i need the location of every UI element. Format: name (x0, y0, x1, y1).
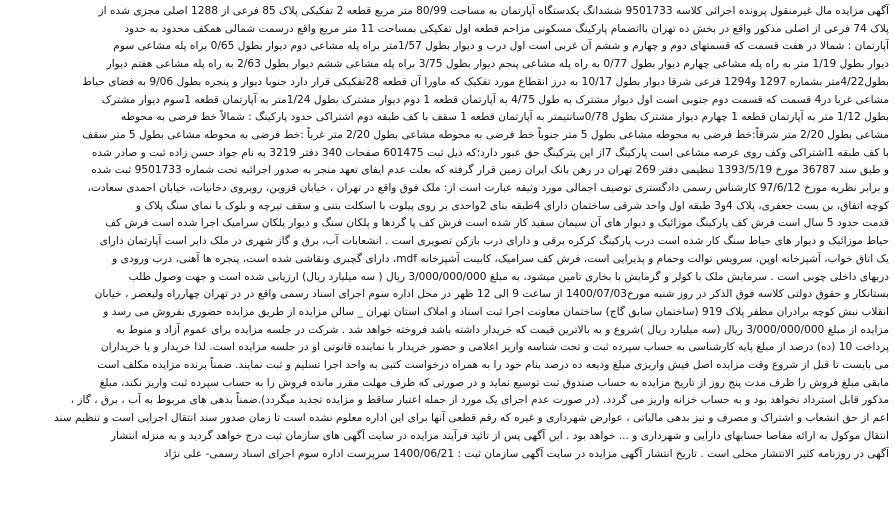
notice-line: مابقی مبلغ فروش را ظرف مدت پنج روز از تاریخ مزایده به حساب صندوق ثبت توسیع نماید و در صورتی که ظرف مهلت مقرر مانده فروش را به حساب سپرده ثبت واریز نکند، مبلغ (99, 376, 889, 389)
notice-line: بطول 1/12 متر به آپارتمان قطعه 1 چهارم دیوار مشترک بطول 0/78سانتیمتر به آپارتمان قطعه 1 سقف با کف طبقه دوم اشتراکی حدود پارکینگ : شمالاً خط فرضی به محوطه (120, 111, 889, 124)
notice-line: آپارتمان : شمالا در هفت قسمت که قسمتهای دوم و چهارم و ششم آن غربی است اول درب و دیوار بطول 1/57متر براه پله مشاعی دوم دیوار بطول 0/65 براه پله مشاعی سوم (113, 40, 889, 53)
notice-line: قدمت حدود 5 سال است فرش کف پارکینگ موزائیک و دیوار های آن سیمان سفید کار شده است فرش کف پا گردها و پلکان سنگ و دیوار پلکان سرامیک اجرا شده است فرش کف (105, 217, 889, 230)
notice-line: دربهای داخلی چوبی است . سرمایش ملک با کولر و گرمایش با بخاری تامین میشود، به مبلغ 3/000/000/000 ریال ( سه میلیارد ریال) ارزیابی شده است و جهت وصول طلب (128, 270, 889, 283)
notice-line: و طبق سند 36787 مورخ 1393/5/19 تنظیمی دفتر 269 تهران در رهن بانک ایران زمین قرار گرفته که بعلت عدم ایفای تعهد منجر به صدور اجرائیه تحت شماره 9501733 ثبت شده (91, 164, 889, 177)
notice-line: آگهی مزایده مال غیرمنقول پرونده اجرائی کلاسه 9501733 ششدانگ یکدستگاه آپارتمان به مساحت 80/99 متر مربع قطعه 2 تفکیکی پلاک 85 فرعی از 1288 اصلی مجزی شده از (98, 5, 889, 17)
notice-line: آگهی در روزنامه کثیر الانتشار محلی است . تاریخ انتشار آگهی مزایده در سایت آگهی سازمان ثبت : 1400/06/21 سرپرست اداره سوم اجرای اسناد رسمی- علی نژاد (163, 447, 889, 460)
notice-line: اعم از حق انشعاب و اشتراک و مصرف و نیز بدهی مالیاتی ، عوارض شهرداری و غیره که رقم قطعی آنها برای این اداره معلوم نشده است تا زمان صدور سند انتقال اجرایی است و تنظیم سند (53, 412, 889, 425)
notice-line: مزایده از مبلغ 3/000/000/000 ریال (سه میلیارد ریال )شروع و به بالاترین قیمت که خریدار داشته باشد فروخته خواهد شد . شرکت در جلسه مزایده برای عموم آزاد و منوط به (116, 323, 889, 336)
notice-line: بستانکار و حقوق دولتی کلاسه فوق الذکر در روز شنبه مورخ1400/07/03 از ساعت 9 الی 12 ظهر در محل اداره سوم اجرای اسناد رسمی واقع در در تهران چهارراه ولیعصر ، خیابان (94, 288, 889, 301)
notice-line: حیاط موزائیک و دیوار های حیاط سنگ کار شده است درب پارکینگ کرکره برقی و دارای درب بازکن تصویری است . انشعابات آب، برق و گاز شهری در ملک دایر است آپارتمان دارای (99, 235, 889, 248)
notice-line: با کف طبقه 1اشتراکی وکف روی عرصه مشاعی است پارکینگ 7از این پترکینگ حق عبور دارد؛که ذیل ثبت 601475 صفحات 340 دفتر 3219 به نام جواد حسن زاده ثبت و صادر شده (91, 146, 889, 159)
notice-line: و برابر نظریه مورخ 97/6/12 کارشناس رسمی دادگستری توصیف اجمالی مورد وثیقه عبارت است از: ملک فوق واقع در تهران ، خیابان قزوین، روبروی دخانیات، خیابان احمدی سعادت، (87, 182, 889, 195)
notice-line: می بایست تا قبل از شروع وقت مزایده اصل فیش واریزی مبلغ ودیعه ده درصد بنام خود را به همراه درخواست کتبی به واحد اجرا تسلیم و ثبت نمایند. ضمناً برنده مزایده مکلف است (97, 359, 889, 372)
notice-line: دیوار بطول 1/19 متر به راه پله مشاعی چهارم دیوار بطول 0/77 به راه پله مشاعی پنجم دیوار بطول 3/75 براه پله مشاعی ششم دیوار بطول 2/63 به راه پله مشاعی هفتم دیوار (106, 58, 889, 71)
notice-line: بطول4/22متر بشماره 1297 و1294 فرعی شرقا دیوار بطول 10/17 به درز انقطاع مورد تفکیک که ماورا آن قطعه 28تفکیکی قرار دارد جنوبا دیوار و پنجره بطول 9/06 به فضای حیاط (82, 75, 889, 88)
notice-line: کوچه اتفاق، بن بست جعفری، پلاک 4و3 طبقه اول واحد شرقی ساختمان دارای 4طبقه بنای 2واحدی بر روی پیلوت با اسکلت بتنی و سقف تیرچه و بلوک با نمای سنگ پلاک و (135, 199, 889, 212)
notice-line: مذکور قابل استرداد نخواهد بود و به حساب خزانه واریز می گردد. (در صورت عدم اجرای یک مورد از جمله اعتبار ساقط و مزایده تجدید میگردد).ضمناً بدهی های مربوط به آب ، برق ، گاز ، (70, 394, 889, 407)
notice-line: مشاعی بطول 2/20 متر شرقاً:خط فرضی به محوطه مشاعی بطول 5 متر جنوباً خط فرضی به محوطه مشاعی بطول 2/20 متر غرباً :خط فرضی به محوطه مشاعی بطول 5 متر سقف (82, 128, 889, 141)
notice-line: پرداخت 10 (ده) درصد از مبلغ پایه کارشناسی به حساب سپرده ثبت و تحت شناسه واریز اعلامی و حضور خریدار با نماینده قانونی او در جلسه مزایده است. لذا خریدار و یا خریداران (100, 341, 889, 354)
notice-line: مشاعی غربا در4 قسمت که قسمت دوم جنوبی است اول دیوار مشترک به طول 4/75 به آپارتمان قطعه 1 دوم دیوار مشترک بطول 1/24متر به آپارتمان قطعه 1سوم دیوار مشترک (101, 93, 889, 106)
notice-line: یک اتاق خواب، آشپزخانه اوپن، سرویس توالت وحمام و پذیرایی است، فرش کف سرامیک، کابینت آشپزخانه mdf، دارای گچبری ونقاشی شده است، پنجره ها آهنی، درب ورودی و (112, 252, 889, 265)
notice-line: انقلاب نبش کوچه برادران مظفر پلاک 919 (ساختمان سابق گاج) ساختمان معاونت اجرا ثبت اسناد و املاک استان تهران _ سالن مزایده از طریق مزایده حضوری بفروش می رسد و (103, 305, 889, 318)
notice-line: پلاک 74 فرعی از اصلی مذکور واقع در بخش ده تهران باانضمام پارکینگ مسکونی مزاحم قطعه اول تفکیکی بمساحت 11 متر مربع واقع درسمت شمالی همکف محدود به حدود (124, 22, 889, 35)
notice-line: انتقال موکول به ارائه مفاصا حسابهای دارایی و شهرداری و ... خواهد بود . این آگهی پس از تائید فرآیند مزایده در سایت آگهی های سازمان ثبت درج خواهد گردید و به منزله انتشار (110, 429, 889, 442)
